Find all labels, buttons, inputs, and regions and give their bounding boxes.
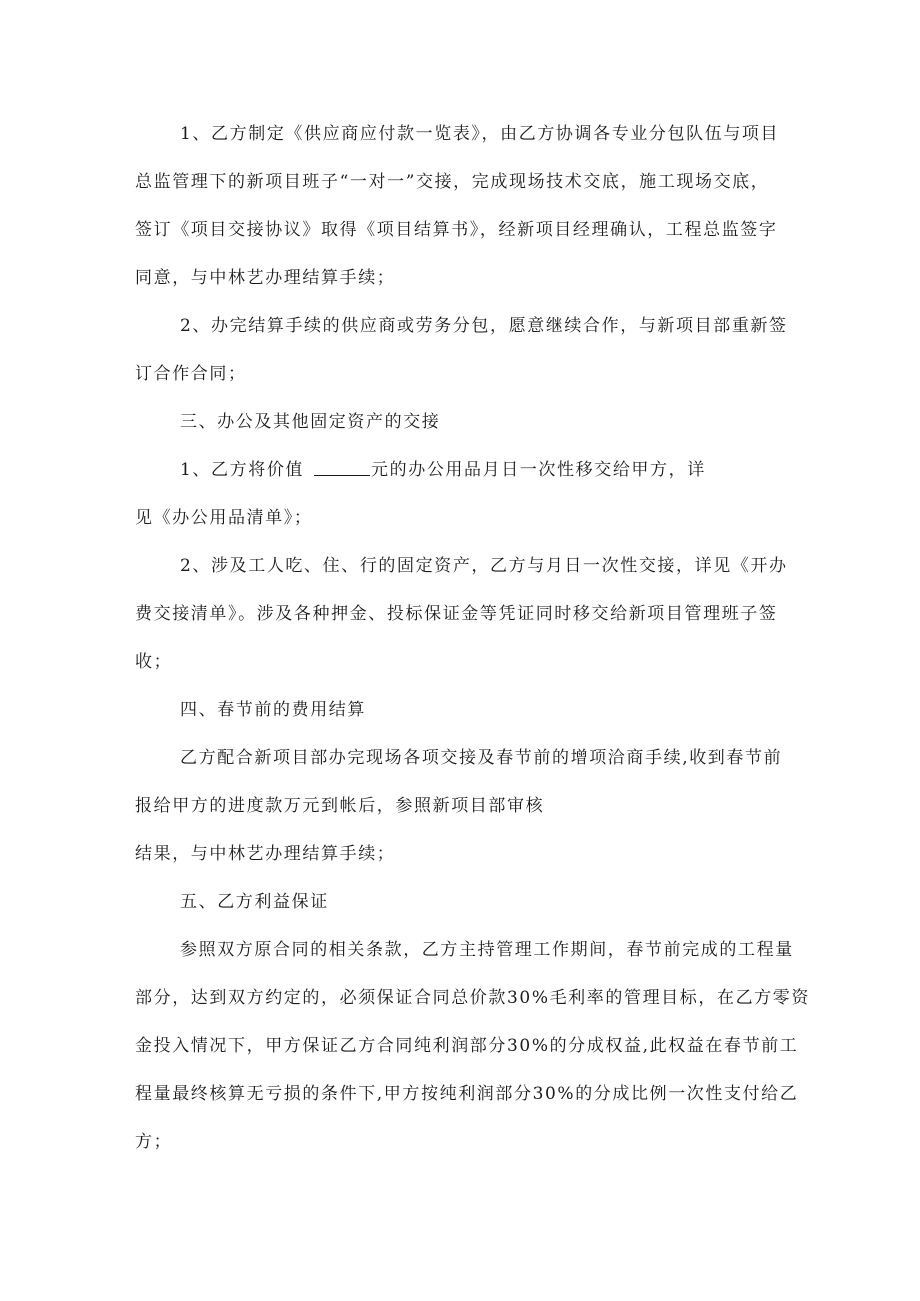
text-line: 方； (135, 1132, 173, 1152)
text-line: 签订《项目交接协议》取得《项目结算书》，经新项目经理确认，工程总监签字 (135, 220, 778, 240)
text-line: 金投入情况下，甲方保证乙方合同纯利润部分30%的分成权益,此权益在春节前工 (135, 1036, 799, 1056)
text-line: 同意，与中林艺办理结算手续； (135, 268, 396, 288)
text-line: 报给甲方的进度款万元到帐后，参照新项目部审核 (135, 796, 545, 816)
text-before-blank: 1、乙方将价值 (180, 460, 305, 480)
text-line: 费交接清单》。涉及各种押金、投标保证金等凭证同时移交给新项目管理班子签 (135, 604, 778, 624)
paragraph-office-supplies (135, 446, 795, 542)
paragraph-fixed-assets (135, 542, 795, 686)
text-line: 收； (135, 652, 173, 672)
text-line: 见《办公用品清单》； (135, 508, 313, 528)
paragraph-benefit-guarantee (135, 926, 810, 1166)
text-line-with-blank (135, 446, 795, 494)
fill-in-blank (314, 474, 370, 476)
text-line: 总监管理下的新项目班子“一对一”交接，完成现场技术交底，施工现场交底， (135, 172, 770, 192)
section-heading-3 (135, 398, 795, 446)
heading-text: 四、春节前的费用结算 (180, 700, 366, 720)
heading-text: 五、乙方利益保证 (180, 892, 329, 912)
text-line: 2、涉及工人吃、住、行的固定资产，乙方与月日一次性交接，详见《开办 (180, 556, 788, 576)
text-line: 2、办完结算手续的供应商或劳务分包，愿意继续合作，与新项目部重新签 (180, 316, 788, 336)
heading-text: 三、办公及其他固定资产的交接 (180, 412, 441, 432)
text-after-blank: 元的办公用品月日一次性移交给甲方，详 (371, 460, 706, 480)
text-line: 参照双方原合同的相关条款，乙方主持管理工作期间，春节前完成的工程量 (180, 940, 794, 960)
text-line: 乙方配合新项目部办完现场各项交接及春节前的增项洽商手续,收到春节前 (180, 748, 783, 768)
paragraph-2 (135, 302, 795, 398)
text-line: 1、乙方制定《供应商应付款一览表》，由乙方协调各专业分包队伍与项目 (180, 124, 780, 144)
paragraph-1 (135, 110, 795, 302)
text-line: 订合作合同； (135, 364, 247, 384)
section-heading-5 (135, 878, 795, 926)
text-line: 部分，达到双方约定的，必须保证合同总价款30%毛利率的管理目标，在乙方零资 (135, 988, 810, 1008)
text-line: 程量最终核算无亏损的条件下,甲方按纯利润部分30%的分成比例一次性支付给乙 (135, 1084, 799, 1104)
text-line: 结果，与中林艺办理结算手续； (135, 844, 396, 864)
section-heading-4 (135, 686, 795, 734)
paragraph-settlement (135, 734, 795, 878)
